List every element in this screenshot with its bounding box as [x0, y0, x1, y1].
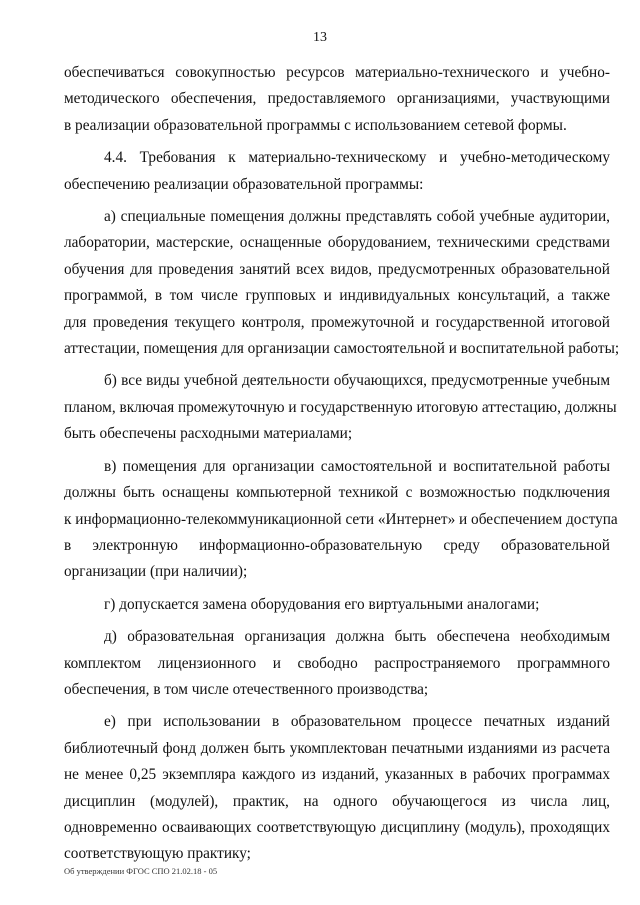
text-line: аттестации, помещения для организации самостоятельной и воспитательной работы;	[64, 340, 620, 358]
text-line: комплектом лицензионного и свободно распространяемого программного	[64, 654, 610, 672]
text-line: в реализации образовательной программы с использованием сетевой формы.	[64, 116, 567, 134]
text-line: программой, в том числе групповых и индивидуальных консультаций, а также	[64, 287, 610, 305]
text-line: 4.4. Требования к материально-техническому и учебно-методическому	[104, 149, 610, 167]
text-line: дисциплин (модулей), практик, на одного обучающегося из числа лиц,	[64, 792, 610, 810]
text-line: организации (при наличии);	[64, 563, 248, 581]
text-line: обеспечения, в том числе отечественного производства;	[64, 680, 429, 698]
paragraph-continuation	[64, 60, 610, 139]
text-line: должны быть оснащены компьютерной техникой с возможностью подключения	[64, 484, 610, 502]
text-line: обучения для проведения занятий всех видов, предусмотренных образовательной	[64, 260, 610, 278]
text-line: библиотечный фонд должен быть укомплектован печатными изданиями из расчета	[64, 739, 610, 757]
paragraph-item-b	[64, 368, 617, 447]
paragraph-item-v	[64, 454, 618, 586]
text-line: а) специальные помещения должны представлять собой учебные аудитории,	[104, 208, 610, 226]
text-line: не менее 0,25 экземпляра каждого из изданий, указанных в рабочих программах	[64, 766, 610, 784]
text-line: одновременно осваивающих соответствующую дисциплину (модуль), проходящих	[64, 818, 610, 836]
text-line: быть обеспечены расходными материалами;	[64, 425, 353, 443]
page-number: 13	[313, 30, 327, 45]
text-line: е) при использовании в образовательном процессе печатных изданий	[104, 713, 610, 731]
paragraph-item-a	[64, 204, 620, 362]
text-line: д) образовательная организация должна быть обеспечена необходимым	[104, 628, 610, 646]
text-line: методического обеспечения, предоставляемого организациями, участвующими	[64, 90, 610, 108]
paragraph-section-4-4	[64, 145, 610, 198]
text-line: для проведения текущего контроля, промежуточной и государственной итоговой	[64, 313, 610, 331]
text-line: к информационно-телекоммуникационной сети «Интернет» и обеспечением доступа	[64, 510, 618, 528]
text-line: б) все виды учебной деятельности обучающихся, предусмотренные учебным	[104, 372, 610, 390]
text-line: в) помещения для организации самостоятельной и воспитательной работы	[104, 457, 610, 475]
text-line: обеспечению реализации образовательной программы:	[64, 175, 424, 193]
text-line: г) допускается замена оборудования его виртуальными аналогами;	[104, 595, 540, 613]
text-line: лаборатории, мастерские, оснащенные оборудованием, техническими средствами	[64, 234, 610, 252]
text-line: обеспечиваться совокупностью ресурсов материально-технического и учебно-	[64, 64, 610, 81]
paragraph-item-e	[64, 709, 610, 867]
paragraph-item-d	[64, 624, 610, 703]
text-line: в электронную информационно-образовательную среду образовательной	[64, 536, 610, 554]
text-line: планом, включая промежуточную и государственную итоговую аттестацию, должны	[64, 398, 617, 416]
document-body	[64, 60, 620, 868]
footer-note: Об утверждении ФГОС СПО 21.02.18 - 05	[64, 866, 218, 876]
paragraph-item-g	[64, 592, 610, 618]
text-line: соответствующую практику;	[64, 845, 251, 863]
